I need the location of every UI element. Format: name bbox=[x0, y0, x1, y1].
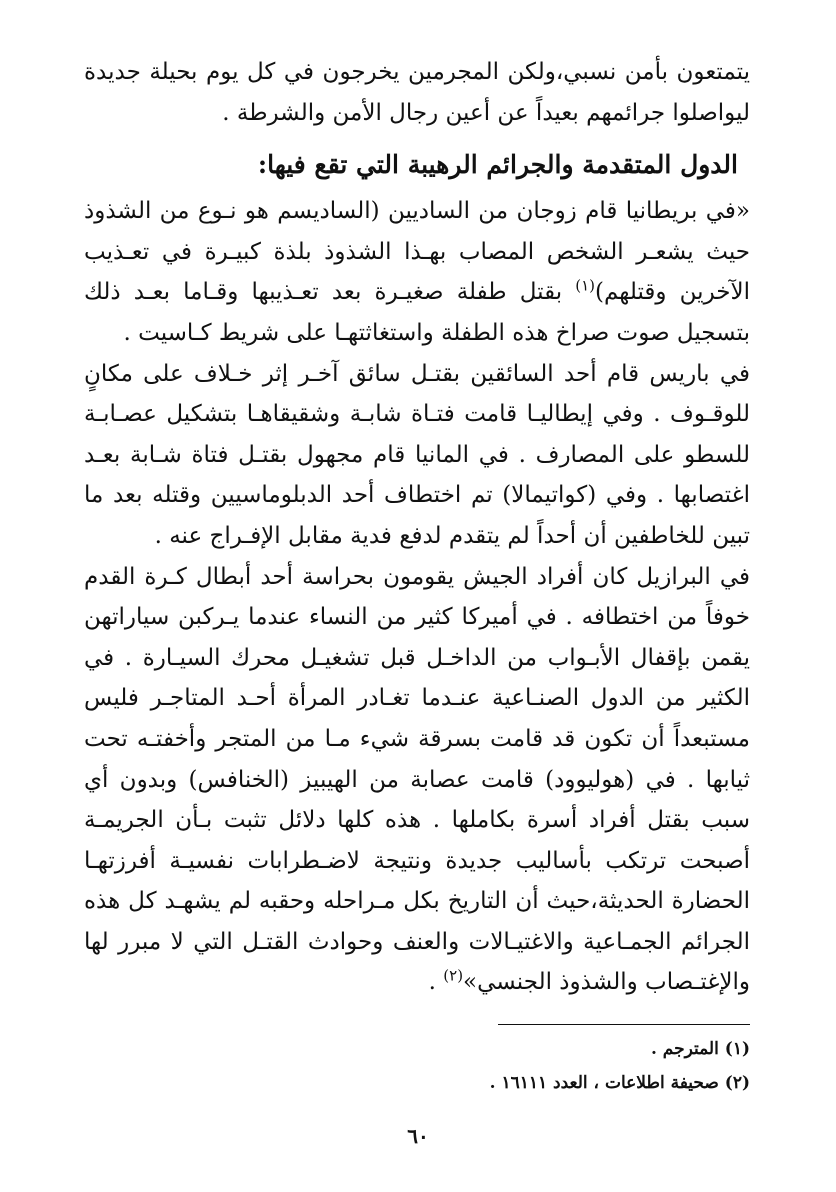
paragraph-text: . bbox=[428, 969, 444, 996]
footnote-reference-2[interactable]: (٢) bbox=[443, 966, 464, 985]
body-paragraph-britain bbox=[84, 191, 750, 353]
page-number: ٦٠ bbox=[407, 1124, 429, 1148]
paragraph-text: بقتل طفلة صغيـرة بعد تعـذيبها وقـاما بعـد ذلك بتسجيل صوت صراخ هذه الطفلة واستغاثتهـا على شريط كـاسيت . bbox=[84, 279, 750, 346]
section-heading: الدول المتقدمة والجرائم الرهيبة التي تقع فيها: bbox=[257, 150, 738, 180]
footnote-2: (٢) صحيفة اطلاعات ، العدد ١٦١١١ . bbox=[489, 1073, 750, 1093]
body-paragraph-paris: في باريس قام أحد السائقين بقتـل سائق آخـر إثر خـلاف على مكانٍ للوقـوف . وفي إيطاليـا قامت فتـاة شابـة وشقيقاهـا بتشكيل عصـابـة للسطو على المصارف . في المانيا قام مجهول بقتـل فتاة شـابة بعـد اغتصابها . وفي (كواتيمالا) تم اختطاف أحد الدبلوماسيين وقتله بعد ما تبين للخاطفين أن أحداً لم يتقدم لدفع فدية مقابل الإفـراج عنه . bbox=[84, 360, 750, 549]
footnote-reference-1[interactable]: (١) bbox=[575, 276, 595, 295]
footnote-1: (١) المترجم . bbox=[650, 1039, 750, 1059]
footnotes bbox=[84, 1032, 750, 1100]
body-paragraph-brazil bbox=[84, 557, 750, 1004]
footnote-divider bbox=[498, 1024, 750, 1025]
paragraph-text: «في بريطانيا قام زوجان من الساديين (السادیسم هو نـوع من الشذوذ حيث يشعـر الشخص المصاب بهـذا الشذوذ بلذة كبيـرة في تعـذيب الآخرين وقتلهم) bbox=[84, 198, 750, 306]
intro-paragraph: يتمتعون بأمن نسبي،ولكن المجرمين يخرجون في كل يوم بحيلة جديدة ليواصلوا جرائمهم بعيداً عن أعين رجال الأمن والشرطة . bbox=[84, 59, 750, 126]
page-body bbox=[84, 52, 750, 1003]
paragraph-text: في البرازيل كان أفراد الجيش يقومون بحراسة أحد أبطال كـرة القدم خوفاً من اختطافه . في أميركا كثير من النساء عندما يـركبن سياراتهن يقمن بإقفال الأبـواب من الداخـل قبل تشغيـل محرك السيـارة . في الكثير من الدول الصنـاعية عنـدما تغـادر المرأة أحـد المتاجـر فليس مستبعداً أن تكون قد قامت بسرقة شيء مـا من المتجر وأخفتـه تحت ثيابها . في (هوليوود) قامت عصابة من الهيبيز (الخنافس) وبدون أي سبب بقتل أفراد أسرة بكاملها . هذه كلها دلائل تثبت بـأن الجريمـة أصبحت ترتكب بأساليب جديدة ونتيجة لاضـطرابات نفسيـة أفرزتهـا الحضارة الحديثة،حيث أن التاريخ بكل مـراحله وحقبه لم يشهـد كل هذه الجرائم الجمـاعية والاغتيـالات والعنف وحوادث القتـل التي لا مبرر لها والإغتـصاب والشذوذ الجنسي» bbox=[84, 563, 750, 996]
